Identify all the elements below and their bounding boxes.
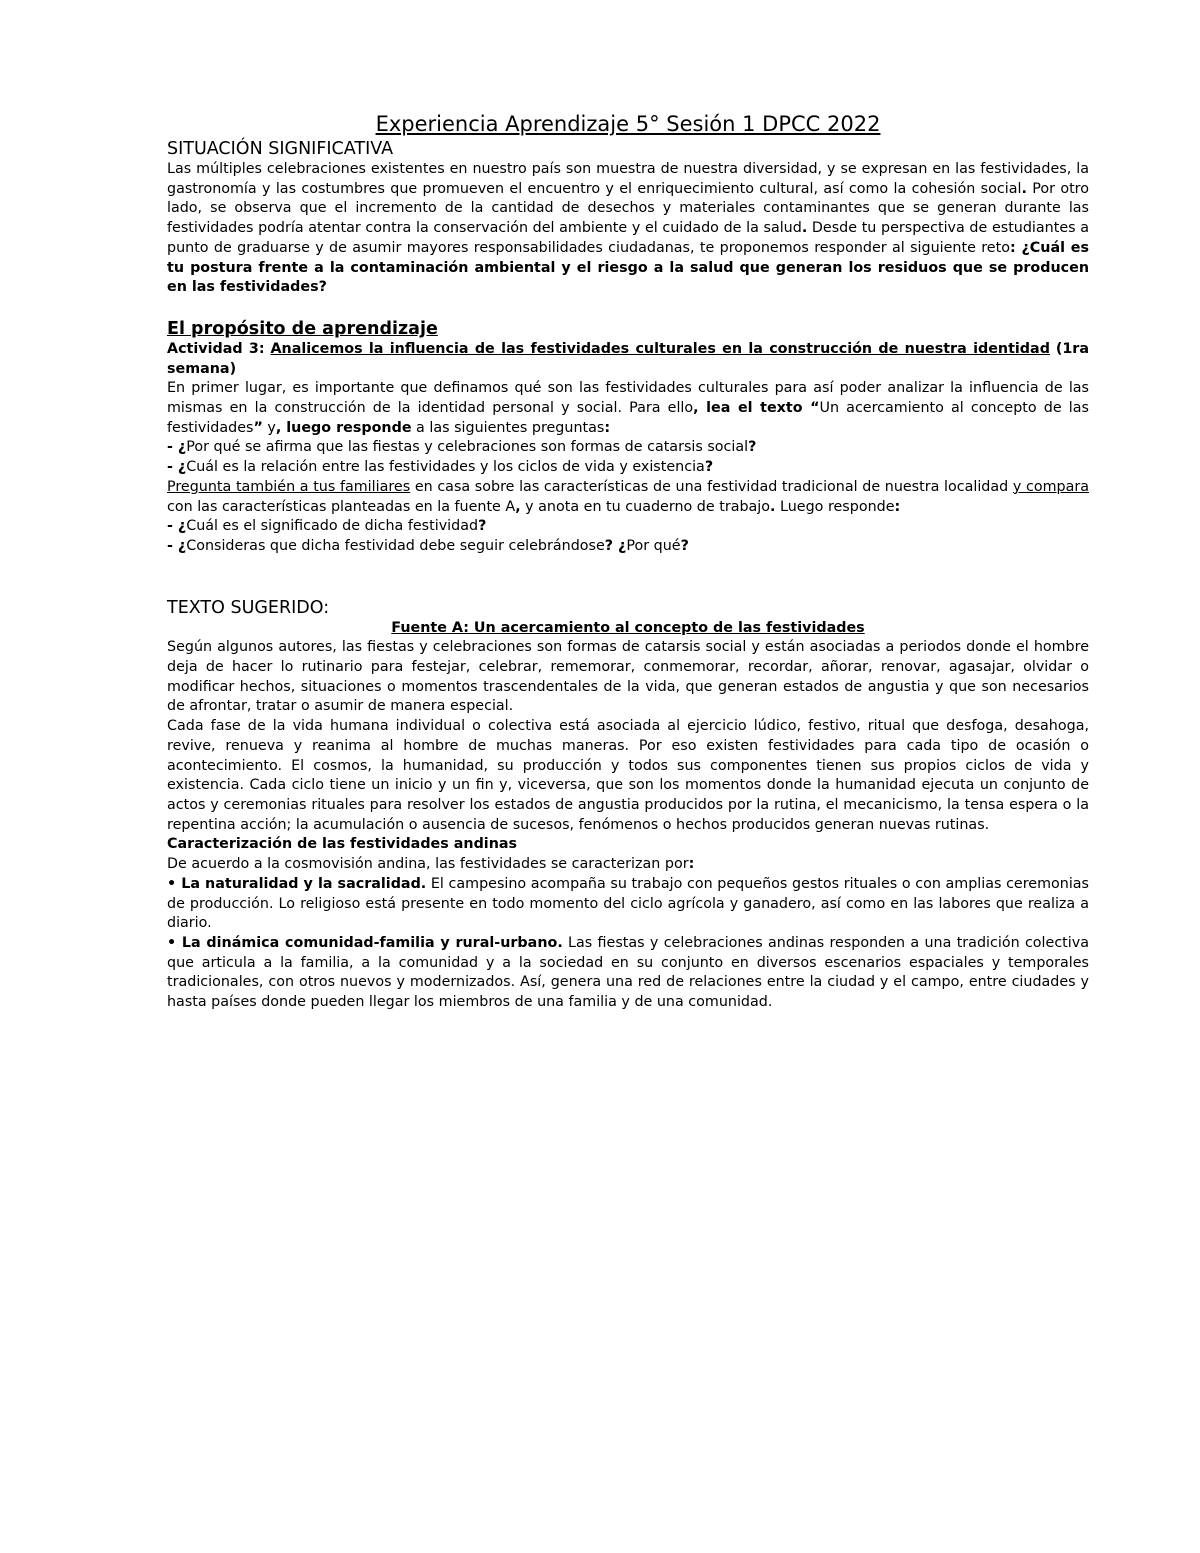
- question-1: [167, 438, 1089, 458]
- q4-open-2: ¿: [613, 537, 627, 554]
- q4-close: ?: [604, 537, 614, 554]
- q2-dash: -: [167, 459, 178, 476]
- caracterizacion-heading: Caracterización de las festividades andinas: [167, 836, 518, 853]
- document-title: Experiencia Aprendizaje 5° Sesión 1 DPCC 2022: [375, 112, 881, 136]
- intro-quote-text: Un acercamiento al concepto de las festividades: [167, 400, 1089, 436]
- q1-dash: -: [167, 439, 178, 456]
- luego-colon: :: [894, 498, 901, 515]
- situacion-paragraph: [167, 160, 1089, 298]
- spacer: [167, 298, 1089, 318]
- q1-text: Por qué se afirma que las fiestas y celebraciones son formas de catarsis social: [186, 439, 749, 456]
- question-3: [167, 517, 1089, 537]
- intro-y: y: [262, 419, 276, 436]
- proposito-intro: [167, 379, 1089, 438]
- bullet-2-bold: La dinámica comunidad-familia y rural-urbano.: [181, 934, 563, 951]
- q1-close: ?: [748, 439, 757, 456]
- fuente-title-line: [167, 619, 1089, 639]
- intro-lea: lea el texto: [698, 400, 803, 417]
- intro-quote-open: “: [802, 400, 820, 417]
- actividad-title: Analicemos la influencia de las festividades culturales en la construcción de nuestra identidad: [270, 340, 1050, 357]
- intro-text: En primer lugar, es importante que definamos qué son las festividades culturales para así poder analizar la influencia de las mismas en la construcción de la identidad personal y social. Para ello: [167, 380, 1089, 417]
- q1-open: ¿: [177, 439, 187, 456]
- texto-paragraph-1: Según algunos autores, las fiestas y celebraciones son formas de catarsis social y están asociadas a periodos donde el hombre deja de hacer lo rutinario para festejar, celebrar, rememorar, conmemorar, recordar, añorar, renovar, agasajar, olvidar o modificar hechos, situaciones o momentos trascendentales de la vida, que generan estados de angustia y que son necesarios de afrontar, tratar o asumir de manera especial.: [167, 639, 1089, 715]
- bullet-item-2: [167, 934, 1089, 1013]
- bullet-1-marker: •: [167, 875, 182, 892]
- q4-text: Consideras que dicha festividad debe seguir celebrándose: [186, 537, 605, 554]
- situacion-dot-2: .: [801, 220, 808, 237]
- situacion-text-3: Desde tu perspectiva de estudiantes a punto de graduarse y de asumir mayores responsabilidades ciudadanas, te proponemos responder al siguiente reto: [167, 220, 1089, 256]
- bullet-2-text: Las fiestas y celebraciones andinas responden a una tradición colectiva que articula a la familia, a la comunidad y a la sociedad en su conjunto en diversos escenarios espaciales y temporales tradicionales, con otros nuevos y modernizados. Así, genera una red de relaciones entre la ciudad y el campo, entre ciudades y hasta países donde pueden llegar los miembros de una familia y de una comunidad.: [167, 934, 1089, 1011]
- situacion-heading: SITUACIÓN SIGNIFICATIVA: [167, 139, 394, 159]
- q2-text: Cuál es la relación entre las festividades y los ciclos de vida y existencia: [186, 459, 705, 476]
- intro-luego: , luego responde: [275, 419, 412, 436]
- proposito-heading: El propósito de aprendizaje: [167, 318, 438, 339]
- q4-close-2: ?: [680, 537, 689, 554]
- q3-close: ?: [478, 518, 487, 535]
- q3-open: ¿: [177, 518, 187, 535]
- situacion-dot-1: .: [1021, 180, 1027, 197]
- luego-responde: Luego responde: [775, 498, 895, 515]
- texto-paragraph-2: Cada fase de la vida humana individual o colectiva está asociada al ejercicio lúdico, festivo, ritual que desfoga, desahoga, revive, renueva y reanima al hombre de muchas maneras. Por eso existen festividades para cada tipo de ocasión o acontecimiento. El cosmos, la humanidad, su producción y todos sus componentes tienen sus propios ciclos de vida y existencia. Cada ciclo tiene un inicio y un fin y, viceversa, que son los momentos donde la humanidad ejecuta un conjunto de actos y ceremonias rituales para resolver los estados de angustia producidos por la rutina, el mecanicismo, la tensa espera o la repentina acción; la acumulación o ausencia de sucesos, fenómenos o hechos producidos generan nuevas rutinas.: [167, 718, 1089, 833]
- bullet-item-1: [167, 875, 1089, 934]
- situacion-colon: :: [1009, 239, 1016, 256]
- situacion-reto: ¿Cuál es tu postura frente a la contaminación ambiental y el riesgo a la salud que generan los residuos que se producen en las festividades?: [167, 239, 1089, 296]
- q3-text: Cuál es el significado de dicha festividad: [186, 518, 479, 535]
- q2-open: ¿: [177, 459, 187, 476]
- pregunta-rest: en casa sobre las características de una festividad tradicional de nuestra localidad: [410, 478, 1013, 495]
- intro-quote-close: ”: [253, 419, 263, 436]
- compara-rest-2: y anota en tu cuaderno de trabajo: [520, 498, 771, 515]
- actividad-line: [167, 340, 1089, 379]
- bullet-1-text: El campesino acompaña su trabajo con pequeños gestos rituales o con amplias ceremonias de producción. Lo religioso está presente en todo momento del ciclo agrícola y ganadero, así como en las labores que realiza a diario.: [167, 875, 1090, 932]
- caracterizacion-intro: [167, 855, 1089, 875]
- caract-intro-text: De acuerdo a la cosmovisión andina, las festividades se caracterizan por: [167, 856, 689, 873]
- compara-comma: ,: [515, 498, 521, 515]
- spacer: [167, 557, 1089, 597]
- actividad-label: Actividad 3:: [167, 340, 265, 357]
- situacion-text-1: Las múltiples celebraciones existentes en nuestro país son muestra de nuestra diversidad, y se expresan en las festividades, la gastronomía y las costumbres que promueven el encuentro y el enriquecimiento cultural, así como la cohesión social: [167, 161, 1089, 197]
- situacion-text-2: Por otro lado, se observa que el incremento de la cantidad de desechos y materiales contaminantes que se generan durante las festividades podría atentar contra la conservación del ambiente y el cuidado de la salud: [167, 180, 1089, 237]
- pregunta-paragraph: [167, 478, 1089, 517]
- q4-open: ¿: [177, 537, 187, 554]
- q4-dash: -: [167, 537, 178, 554]
- pregunta-underlined: Pregunta también a tus familiares: [167, 478, 411, 495]
- intro-tail-colon: :: [604, 419, 611, 436]
- question-4: [167, 537, 1089, 557]
- texto-heading: TEXTO SUGERIDO:: [167, 597, 330, 618]
- compara-underlined: y compara: [1012, 478, 1089, 495]
- compara-dot: .: [770, 498, 776, 515]
- q4-text-2: Por qué: [626, 537, 681, 554]
- q2-close: ?: [704, 459, 714, 476]
- actividad-week: (1ra semana): [167, 340, 1090, 377]
- bullet-1-bold: La naturalidad y la sacralidad.: [181, 875, 427, 892]
- bullet-2-marker: •: [167, 934, 182, 951]
- intro-comma: ,: [693, 400, 699, 417]
- intro-tail: a las siguientes preguntas: [411, 419, 605, 436]
- question-2: [167, 458, 1089, 478]
- caract-intro-colon: :: [688, 856, 695, 873]
- fuente-title: Fuente A: Un acercamiento al concepto de las festividades: [391, 619, 865, 636]
- q3-dash: -: [167, 518, 178, 535]
- document-page: [167, 110, 1089, 1013]
- compara-rest: con las características planteadas en la fuente A: [167, 498, 516, 515]
